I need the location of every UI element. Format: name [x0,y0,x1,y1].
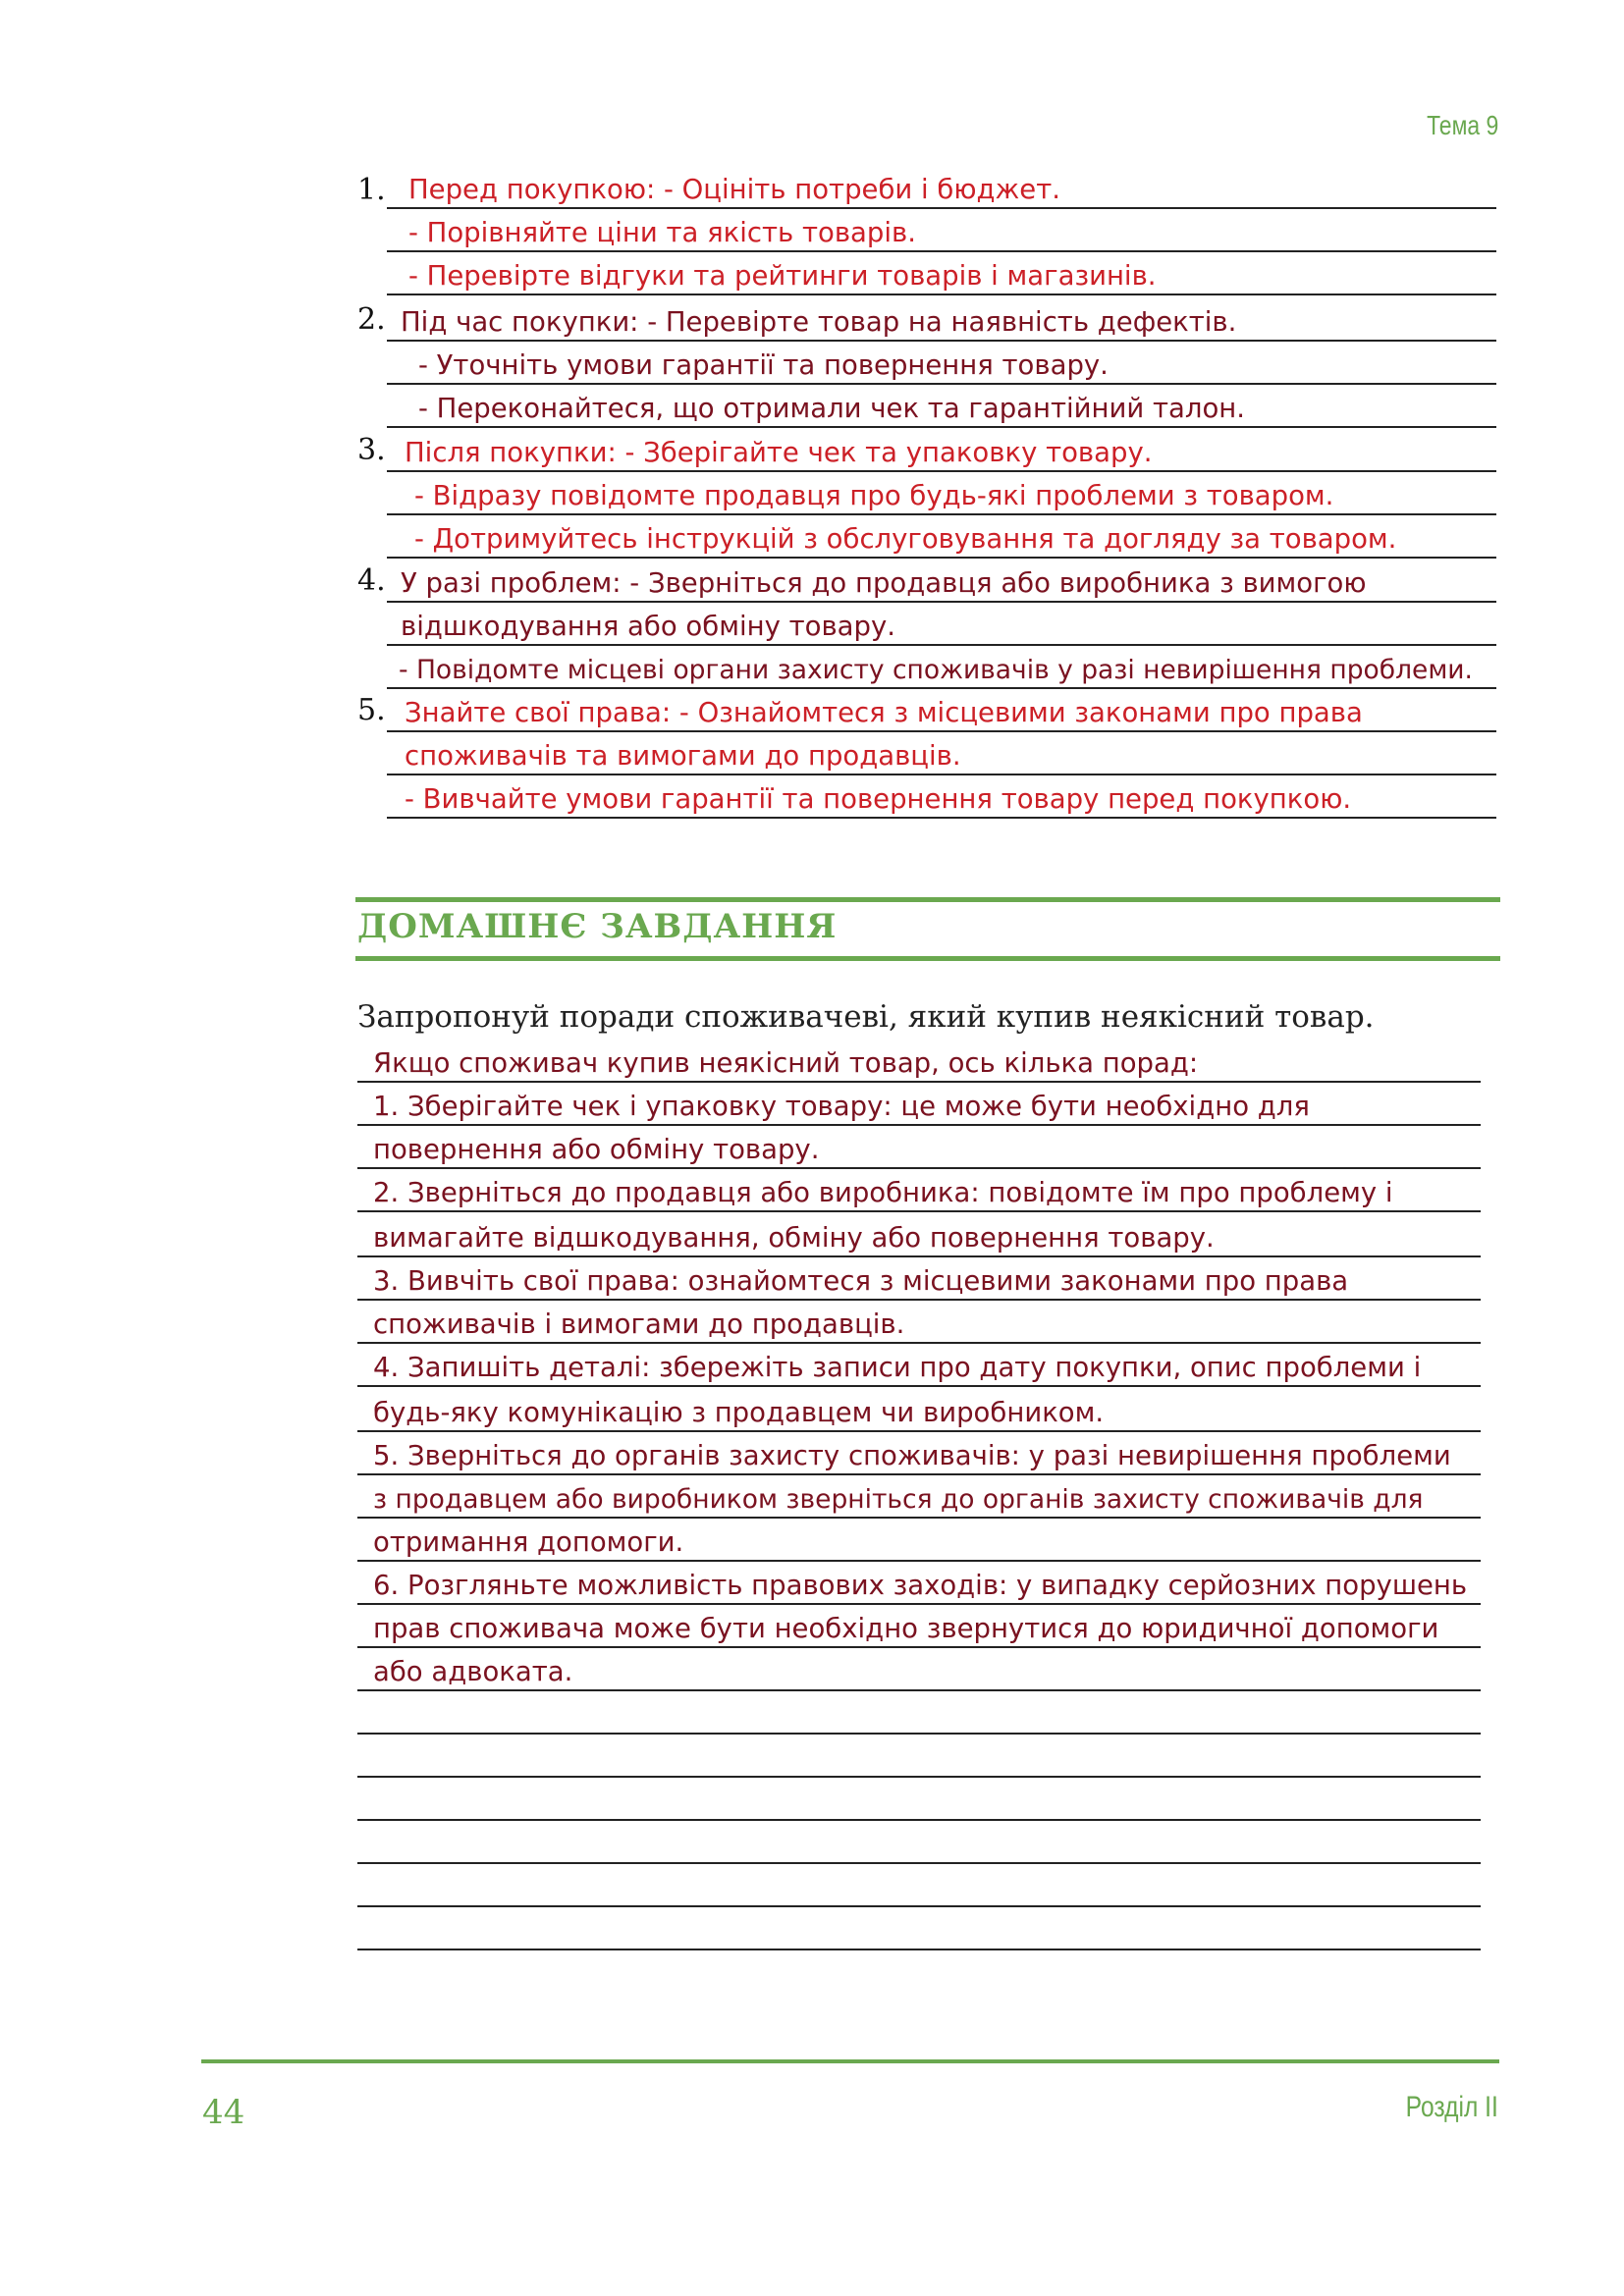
homework-line-empty[interactable] [357,1863,1481,1907]
homework-text: Якщо споживач купив неякісний товар, ось кілька порад: [373,1047,1199,1079]
homework-text: будь-яку комунікацію з продавцем чи виробником. [373,1397,1105,1428]
homework-text: 4. Запишіть деталі: збережіть записи про дату покупки, опис проблеми і [373,1352,1422,1383]
homework-text: 3. Вивчіть свої права: ознайомтеся з місцевими законами про права [373,1265,1349,1297]
homework-line-empty[interactable] [357,1820,1481,1864]
answer-text: - Переконайтеся, що отримали чек та гарантійний талон. [418,393,1245,424]
page-number: 44 [202,2093,245,2132]
homework-line[interactable] [357,1256,1481,1301]
answer-line[interactable] [387,774,1496,819]
homework-text: отримання допомоги. [373,1526,684,1558]
answer-text: - Перевірте відгуки та рейтинги товарів і магазинів. [408,260,1157,292]
homework-line-empty[interactable] [357,1777,1481,1821]
answer-line[interactable] [387,602,1496,646]
homework-text: 1. Зберігайте чек і упаковку товару: це може бути необхідно для [373,1091,1310,1122]
homework-task: Запропонуй поради споживачеві, який купив неякісний товар. [357,999,1375,1035]
footer-rule [201,2059,1499,2063]
homework-line-empty[interactable] [357,1690,1481,1735]
answer-line[interactable] [387,297,1496,342]
answer-line[interactable] [387,645,1496,689]
homework-text: вимагайте відшкодування, обміну або повернення товару. [373,1222,1215,1254]
homework-line-empty[interactable] [357,1734,1481,1778]
homework-text: споживачів і вимогами до продавців. [373,1308,905,1340]
item-number-1: 1. [357,173,386,207]
homework-text: 6. Розгляньте можливість правових заходів: у випадку серйозних порушень [373,1570,1468,1601]
section-rule-top [355,897,1500,902]
answer-line[interactable] [387,731,1496,775]
homework-line[interactable] [357,1039,1481,1083]
homework-line[interactable] [357,1604,1481,1648]
answer-line[interactable] [387,471,1496,515]
answer-text: У разі проблем: - Зверніться до продавця або виробника з вимогою [401,567,1367,599]
answer-text: - Порівняйте ціни та якість товарів. [408,217,916,248]
answer-line[interactable] [387,384,1496,428]
answer-text: - Вивчайте умови гарантії та повернення товару перед покупкою. [405,783,1352,815]
answer-text: - Уточніть умови гарантії та повернення товару. [418,349,1109,381]
answer-text: - Повідомте місцеві органи захисту споживачів у разі невирішення проблеми. [399,655,1473,685]
answer-text: Перед покупкою: - Оцініть потреби і бюджет. [408,174,1060,205]
homework-line[interactable] [357,1431,1481,1475]
section-label: Розділ II [1405,2091,1498,2123]
homework-line[interactable] [357,1168,1481,1212]
answer-line[interactable] [387,165,1496,209]
answer-text: Після покупки: - Зберігайте чек та упаковку товару. [405,437,1153,468]
homework-line[interactable] [357,1125,1481,1169]
item-number-3: 3. [357,433,386,467]
theme-label: Тема 9 [1426,110,1498,140]
homework-text: або адвоката. [373,1656,573,1687]
homework-text: з продавцем або виробником зверніться до органів захисту споживачів для [373,1484,1424,1515]
answer-line[interactable] [387,251,1496,295]
homework-line[interactable] [357,1082,1481,1126]
answer-line[interactable] [387,559,1496,603]
answer-line[interactable] [387,208,1496,252]
homework-line[interactable] [357,1213,1481,1257]
homework-line[interactable] [357,1388,1481,1432]
answer-text: Під час покупки: - Перевірте товар на наявність дефектів. [401,306,1237,338]
homework-line-empty[interactable] [357,1906,1481,1950]
homework-line[interactable] [357,1518,1481,1562]
answer-text: Знайте свої права: - Ознайомтеся з місцевими законами про права [405,697,1363,728]
answer-text: відшкодування або обміну товару. [401,611,895,642]
homework-line[interactable] [357,1343,1481,1387]
answer-text: споживачів та вимогами до продавців. [405,740,961,772]
homework-text: прав споживача може бути необхідно звернутися до юридичної допомоги [373,1613,1439,1644]
homework-line[interactable] [357,1474,1481,1519]
homework-line[interactable] [357,1647,1481,1691]
homework-text: 2. Зверніться до продавця або виробника: повідомте їм про проблему і [373,1177,1393,1208]
answer-text: - Відразу повідомте продавця про будь-які проблеми з товаром. [414,480,1334,511]
homework-title: ДОМАШНЄ ЗАВДАННЯ [357,907,838,946]
answer-line[interactable] [387,428,1496,472]
homework-line[interactable] [357,1561,1481,1605]
item-number-5: 5. [357,693,386,727]
answer-line[interactable] [387,341,1496,385]
item-number-2: 2. [357,302,386,337]
answer-line[interactable] [387,688,1496,732]
homework-line[interactable] [357,1300,1481,1344]
homework-text: 5. Зверніться до органів захисту споживачів: у разі невирішення проблеми [373,1440,1451,1471]
answer-line[interactable] [387,514,1496,559]
homework-text: повернення або обміну товару. [373,1134,820,1165]
answer-text: - Дотримуйтесь інструкцій з обслуговування та догляду за товаром. [414,523,1397,555]
section-rule-bottom [355,956,1500,961]
item-number-4: 4. [357,563,386,598]
